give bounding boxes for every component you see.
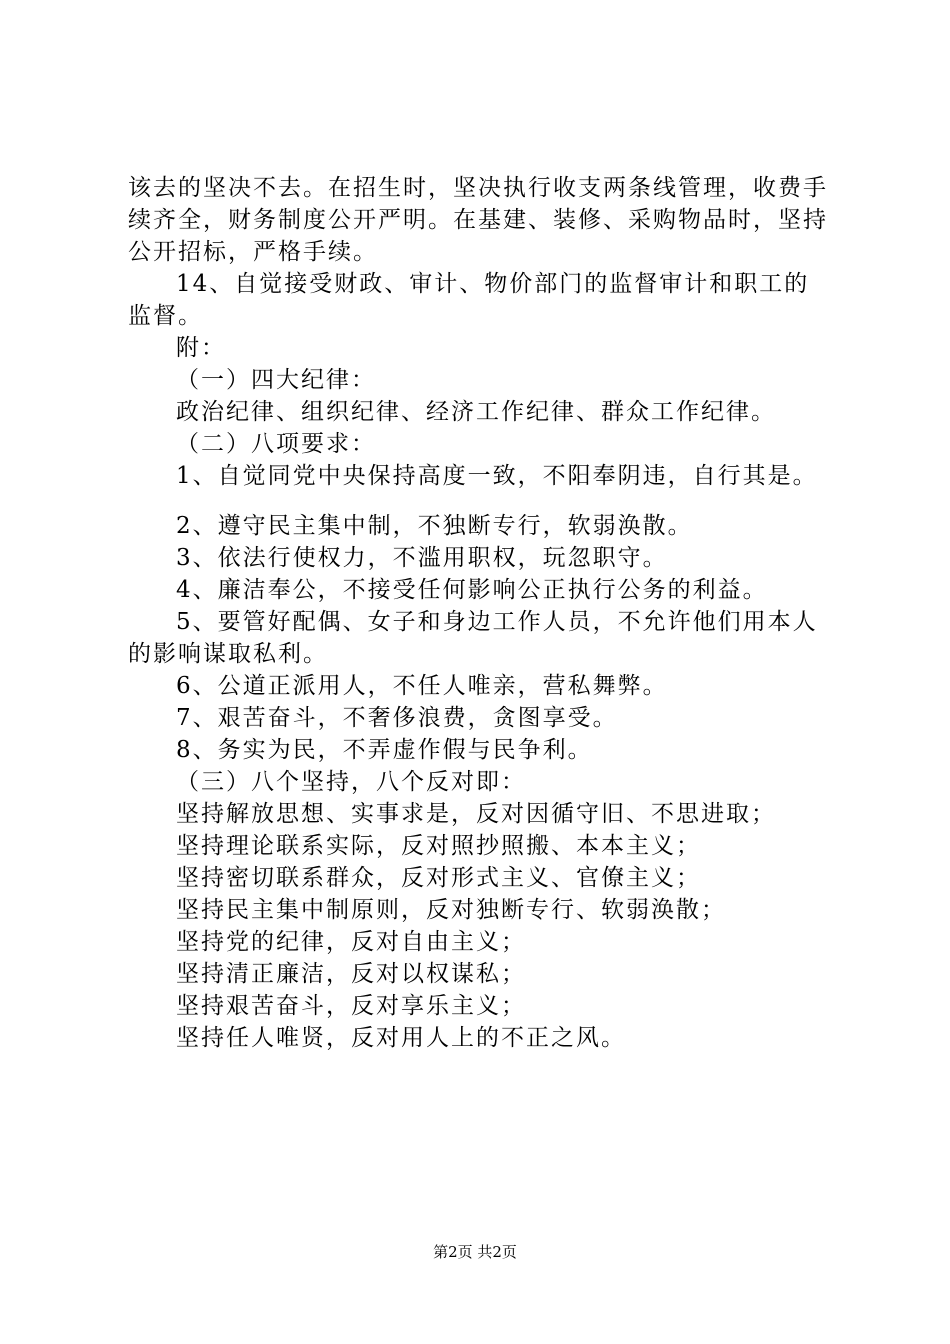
paragraph-continuation: 该去的坚决不去。在招生时，坚决执行收支两条线管理，收费手续齐全，财务制度公开严明。在基建、装修、采购物品时，坚持公开招标，严格手续。: [128, 175, 828, 265]
list-item-adherence-6: 坚持清正廉洁，反对以权谋私；: [176, 961, 526, 987]
heading-eight-requirements: （二）八项要求：: [176, 431, 376, 457]
list-item-requirement-6: 6、公道正派用人，不任人唯亲，营私舞弊。: [176, 673, 668, 699]
page-number-label: 第2页 共2页: [433, 1243, 517, 1261]
paragraph-item-14: 14、自觉接受财政、审计、物价部门的监督审计和职工的监督。: [128, 271, 810, 329]
list-item-requirement-2: 2、遵守民主集中制，不独断专行，软弱涣散。: [176, 513, 693, 539]
list-item-adherence-8: 坚持任人唯贤，反对用人上的不正之风。: [176, 1025, 626, 1051]
page-footer: [0, 1242, 950, 1262]
list-item-requirement-1: 1、自觉同党中央保持高度一致，不阳奉阴违，自行其是。: [176, 463, 818, 489]
list-item-requirement-4: 4、廉洁奉公，不接受任何影响公正执行公务的利益。: [176, 577, 768, 603]
list-item-adherence-7: 坚持艰苦奋斗，反对享乐主义；: [176, 993, 526, 1019]
list-item-requirement-8: 8、务实为民，不弄虚作假与民争利。: [176, 737, 593, 763]
list-item-requirement-5: 5、要管好配偶、女子和身边工作人员，不允许他们用本人的影响谋取私利。: [128, 609, 818, 667]
heading-eight-adherences: （三）八个坚持，八个反对即：: [176, 769, 526, 795]
list-item-adherence-4: 坚持民主集中制原则，反对独断专行、软弱涣散；: [176, 897, 726, 923]
list-item-requirement-3: 3、依法行使权力，不滥用职权，玩忽职守。: [176, 545, 668, 571]
document-body: [128, 172, 828, 1054]
paragraph-four-disciplines: 政治纪律、组织纪律、经济工作纪律、群众工作纪律。: [176, 399, 776, 425]
paragraph-appendix-label: 附：: [176, 335, 226, 361]
list-item-requirement-7: 7、艰苦奋斗，不奢侈浪费，贪图享受。: [176, 705, 618, 731]
list-item-adherence-3: 坚持密切联系群众，反对形式主义、官僚主义；: [176, 865, 701, 891]
list-item-adherence-1: 坚持解放思想、实事求是，反对因循守旧、不思进取；: [176, 801, 776, 827]
heading-four-disciplines: （一）四大纪律：: [176, 367, 376, 393]
list-item-adherence-5: 坚持党的纪律，反对自由主义；: [176, 929, 526, 955]
list-item-adherence-2: 坚持理论联系实际，反对照抄照搬、本本主义；: [176, 833, 701, 859]
